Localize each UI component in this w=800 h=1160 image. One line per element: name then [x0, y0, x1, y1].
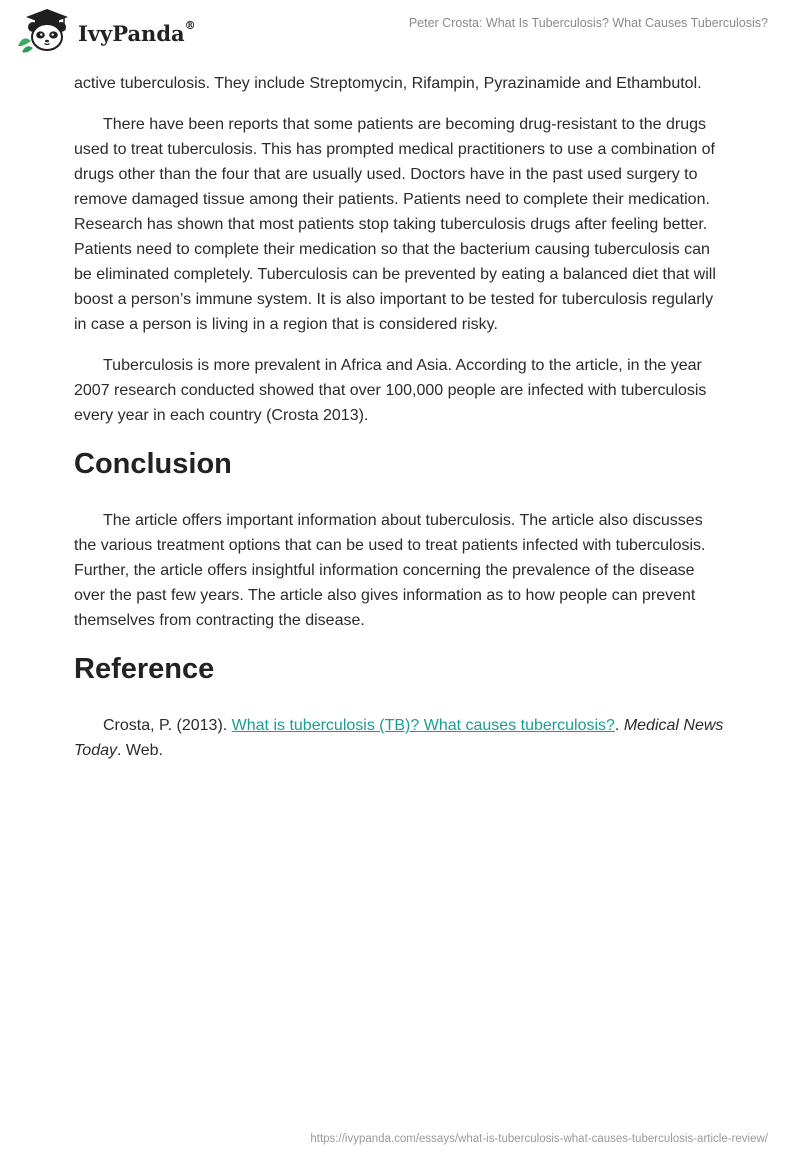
reference-article-link[interactable]: What is tuberculosis (TB)? What causes tuberculosis?: [231, 717, 615, 734]
reference-entry: [74, 713, 726, 763]
reference-suffix: . Web.: [117, 742, 163, 759]
essay-content: [74, 71, 726, 779]
conclusion-heading: Conclusion: [74, 448, 232, 480]
page-header: [0, 0, 800, 70]
panda-graduate-icon: [14, 8, 76, 54]
paragraph-prevalence: Tuberculosis is more prevalent in Africa and Asia. According to the article, in the year 2007 research conducted showed that over 100,000 people are infected with tuberculosis every year in each country (Crosta 2013).: [74, 357, 707, 424]
document-title: Peter Crosta: What Is Tuberculosis? What Causes Tuberculosis?: [408, 16, 768, 30]
reference-heading: Reference: [74, 653, 215, 685]
source-url[interactable]: https://ivypanda.com/essays/what-is-tuberculosis-what-causes-tuberculosis-article-review/: [310, 1133, 768, 1145]
reference-punctuation: .: [614, 717, 624, 734]
reference-author-year: Crosta, P. (2013).: [103, 717, 232, 734]
paragraph-drug-resistance: There have been reports that some patients are becoming drug-resistant to the drugs used to treat tuberculosis. This has prompted medical practitioners to use a combination of drugs other than the four that are usually used. Doctors have in the past used surgery to remove damaged tissue among their patients. Patients need to complete their medication. Research has shown that most patients stop taking tuberculosis drugs after feeling better. Patients need to complete their medication so that the bacterium causing tuberculosis can be eliminated completely. Tuberculosis can be prevented by eating a balanced diet that will boost a person’s immune system. It is also important to be tested for tuberculosis regularly in case a person is living in a region that is considered risky.: [74, 116, 716, 333]
ivypanda-logo[interactable]: [14, 8, 196, 54]
paragraph-continuation: active tuberculosis. They include Streptomycin, Rifampin, Pyrazinamide and Ethambutol.: [74, 75, 702, 92]
reference-journal: Medical News Today: [74, 717, 724, 759]
brand-name: IvyPanda®: [78, 18, 196, 46]
conclusion-paragraph: The article offers important information about tuberculosis. The article also discusses the various treatment options that can be used to treat patients infected with tuberculosis. Further, the article offers insightful information concerning the prevalence of the disease over the past few years. The article also gives information as to how people can prevent themselves from contracting the disease.: [74, 512, 706, 629]
